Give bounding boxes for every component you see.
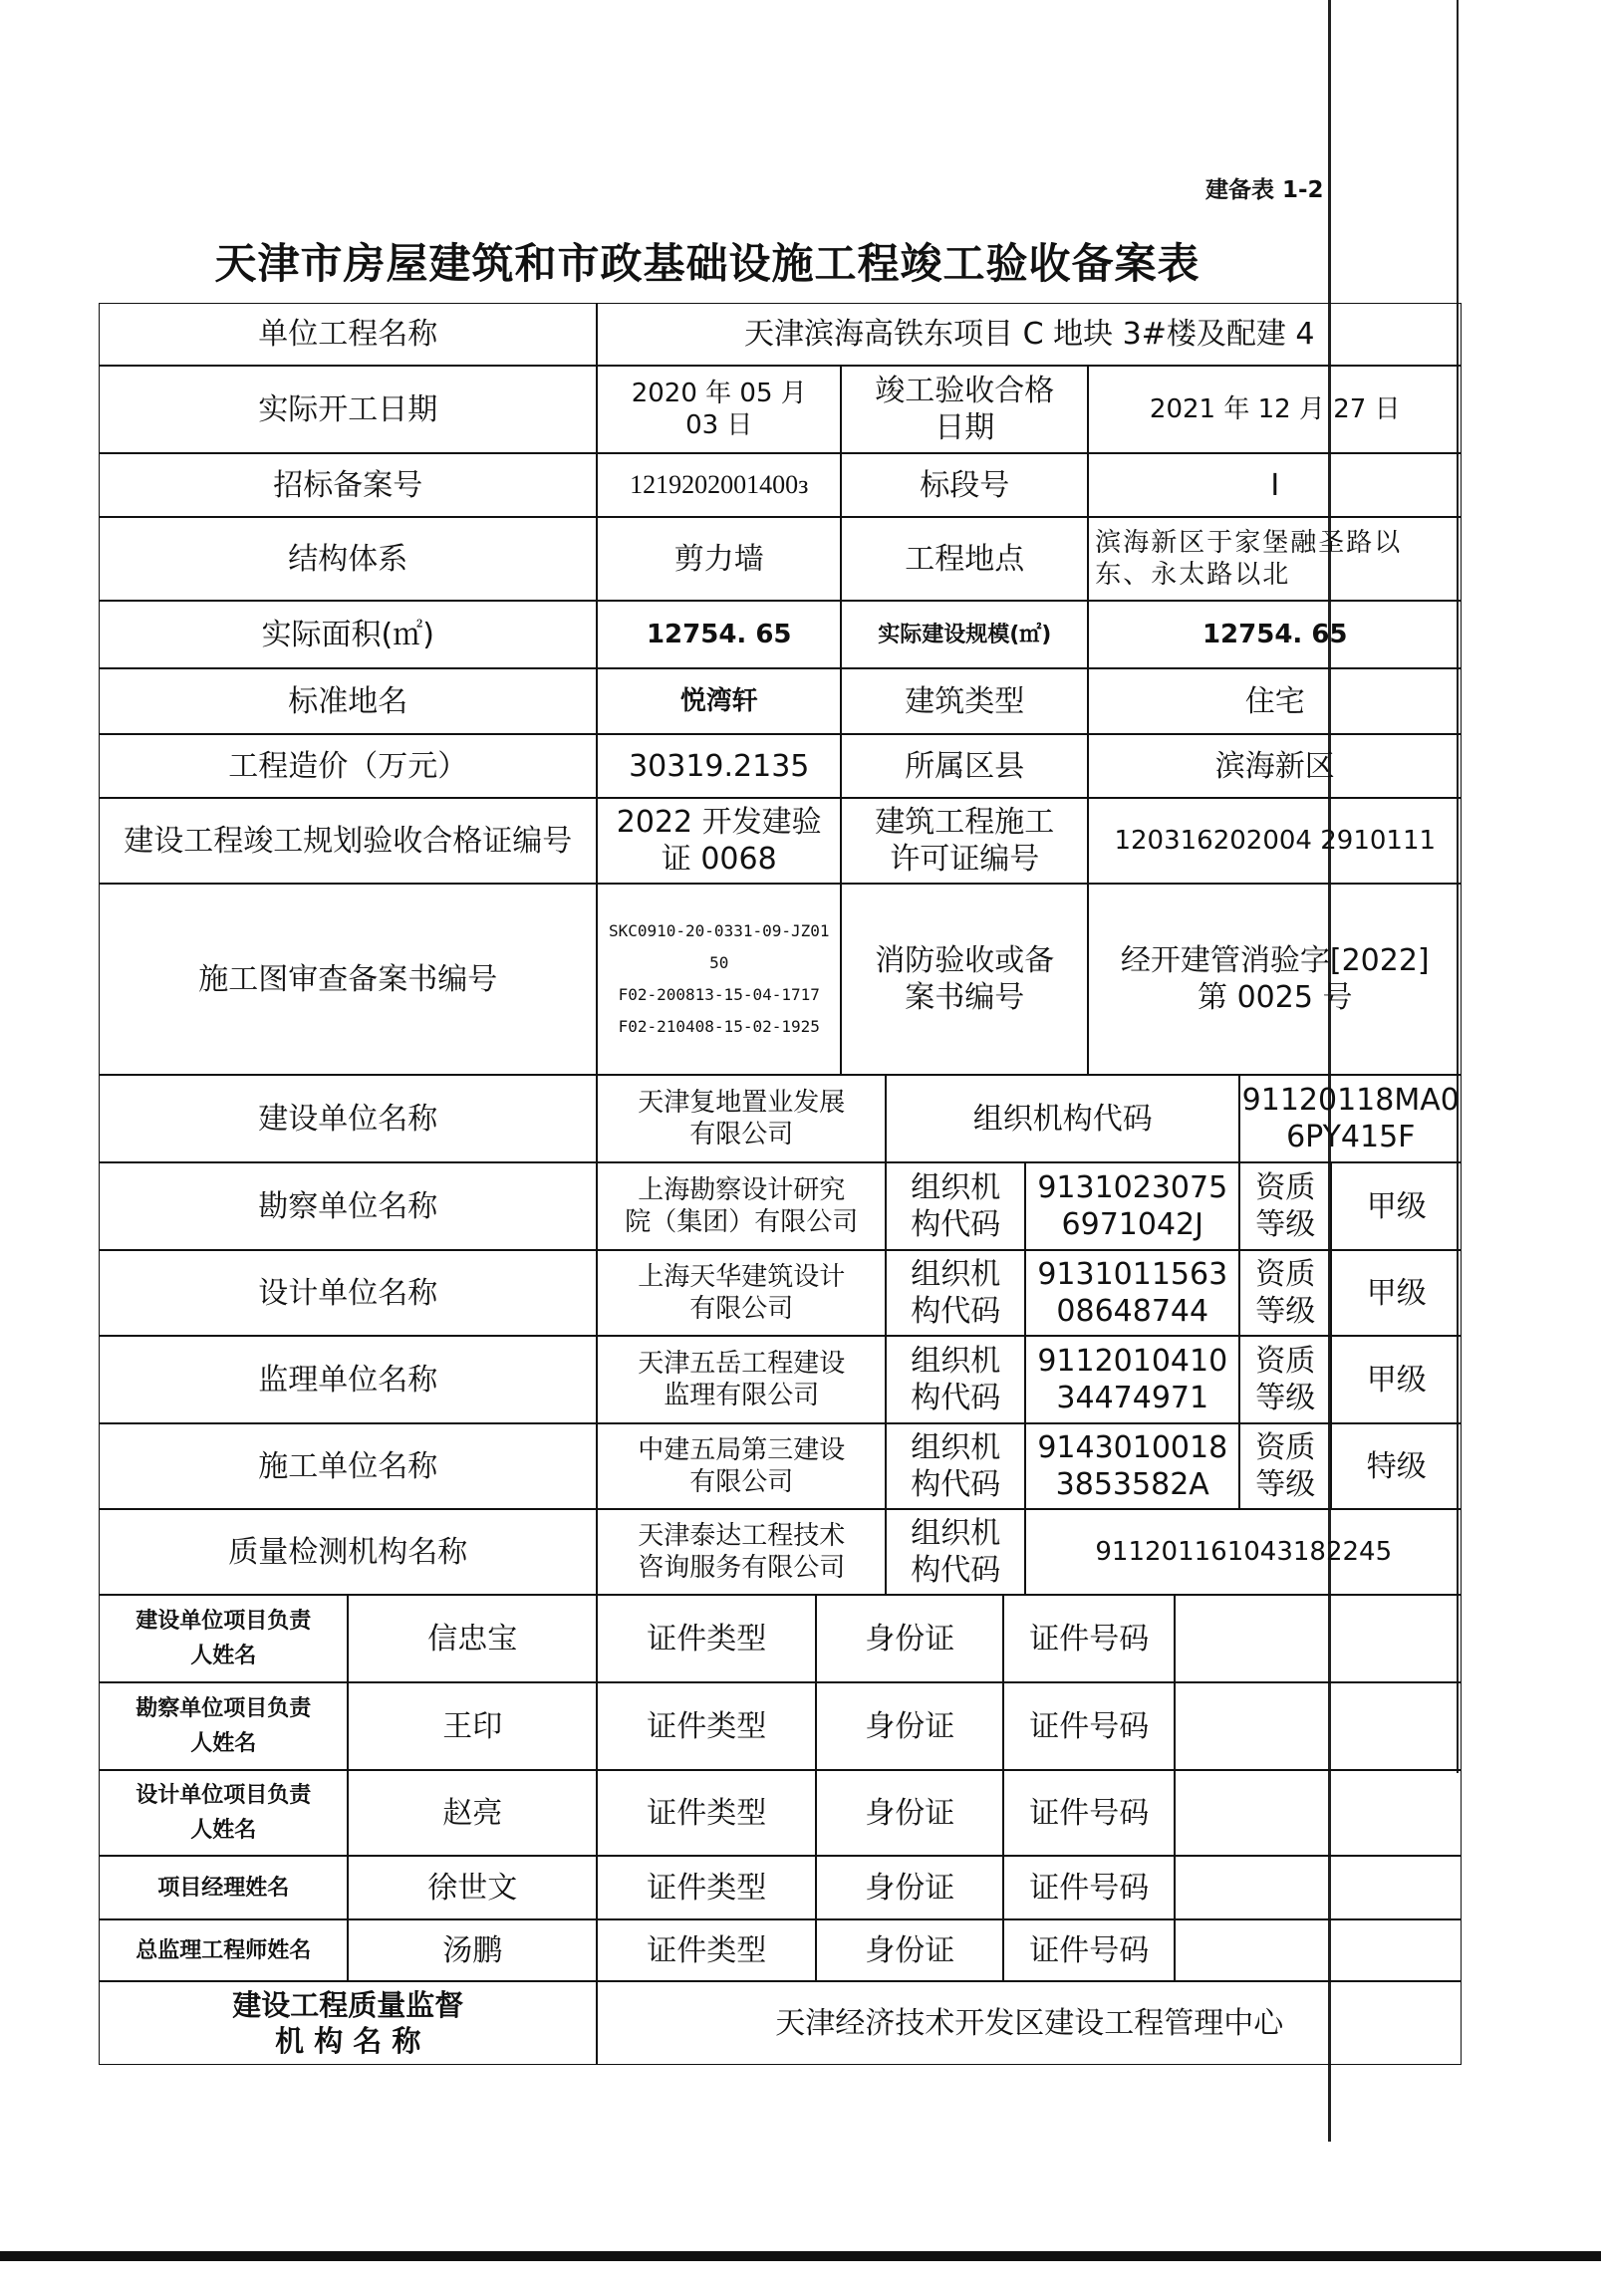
value-construction-permit: 120316202004 2910111 [1088, 798, 1462, 884]
label-supervision-unit: 监理单位名称 [99, 1336, 597, 1423]
value-testing-agency: 天津泰达工程技术 咨询服务有限公司 [597, 1509, 886, 1595]
value-drawing-review [597, 884, 841, 1075]
label-start-date: 实际开工日期 [99, 366, 597, 453]
value-project-manager: 徐世文 [348, 1856, 597, 1919]
value-id-no [1175, 1856, 1462, 1919]
value-supervision-qual: 甲级 [1331, 1336, 1462, 1423]
label-construction-permit: 建筑工程施工 许可证编号 [841, 798, 1088, 884]
value-owner-org-code: 91120118MA0 6PY415F [1239, 1075, 1462, 1162]
value-quality-supervision-agency: 天津经济技术开发区建设工程管理中心 [597, 1981, 1462, 2065]
label-design-pm: 设计单位项目负责 人姓名 [99, 1770, 348, 1856]
label-drawing-review: 施工图审查备案书编号 [99, 884, 597, 1075]
page-title: 天津市房屋建筑和市政基础设施工程竣工验收备案表 [214, 239, 1201, 288]
label-owner-org-code: 组织机构代码 [886, 1075, 1239, 1162]
value-id-type: 身份证 [816, 1919, 1003, 1981]
value-survey-qual: 甲级 [1331, 1162, 1462, 1250]
value-supervision-unit: 天津五岳工程建设 监理有限公司 [597, 1336, 886, 1423]
value-start-date: 2020 年 05 月 03 日 [597, 366, 841, 453]
label-id-no: 证件号码 [1003, 1682, 1175, 1770]
label-district: 所属区县 [841, 734, 1088, 798]
label-project-name: 单位工程名称 [99, 303, 597, 366]
label-project-manager: 项目经理姓名 [99, 1856, 348, 1919]
label-owner-unit: 建设单位名称 [99, 1075, 597, 1162]
label-id-type: 证件类型 [597, 1919, 816, 1981]
label-chief-supervisor: 总监理工程师姓名 [99, 1919, 348, 1981]
value-location: 滨海新区于家堡融圣路以东、永太路以北 [1088, 517, 1462, 601]
value-survey-pm: 王印 [348, 1682, 597, 1770]
value-project-name: 天津滨海高铁东项目 C 地块 3#楼及配建 4 [597, 303, 1462, 366]
value-owner-pm: 信忠宝 [348, 1595, 597, 1682]
value-building-type: 住宅 [1088, 668, 1462, 734]
label-standard-name: 标准地名 [99, 668, 597, 734]
value-structure: 剪力墙 [597, 517, 841, 601]
label-survey-pm: 勘察单位项目负责 人姓名 [99, 1682, 348, 1770]
value-tender-no: 1219202001400з [597, 453, 841, 517]
value-id-type: 身份证 [816, 1770, 1003, 1856]
value-design-qual: 甲级 [1331, 1250, 1462, 1336]
value-section-no: I [1088, 453, 1462, 517]
value-id-no [1175, 1919, 1462, 1981]
label-cost: 工程造价（万元） [99, 734, 597, 798]
label-testing-org-code: 组织机 构代码 [886, 1509, 1025, 1595]
scan-bottom-band [0, 2251, 1601, 2261]
value-acceptance-date: 2021 年 12 月 27 日 [1088, 366, 1462, 453]
label-id-no: 证件号码 [1003, 1919, 1175, 1981]
value-id-type: 身份证 [816, 1682, 1003, 1770]
value-district: 滨海新区 [1088, 734, 1462, 798]
label-id-no: 证件号码 [1003, 1770, 1175, 1856]
value-id-no [1175, 1595, 1462, 1682]
value-standard-name: 悦湾轩 [597, 668, 841, 734]
drawing-review-line: F02-200813-15-04-1717 [618, 985, 820, 1005]
label-id-no: 证件号码 [1003, 1595, 1175, 1682]
label-id-type: 证件类型 [597, 1856, 816, 1919]
value-id-no [1175, 1770, 1462, 1856]
label-survey-org-code: 组织机 构代码 [886, 1162, 1025, 1250]
drawing-review-line: 50 [709, 953, 729, 973]
label-supervision-org-code: 组织机 构代码 [886, 1336, 1025, 1423]
label-construction-qual: 资质 等级 [1239, 1423, 1331, 1509]
drawing-review-line: SKC0910-20-0331-09-JZ01 [608, 921, 830, 941]
label-acceptance-date: 竣工验收合格 日期 [841, 366, 1088, 453]
label-scale: 实际建设规模(㎡) [841, 601, 1088, 668]
value-area: 12754. 65 [597, 601, 841, 668]
value-construction-qual: 特级 [1331, 1423, 1462, 1509]
label-section-no: 标段号 [841, 453, 1088, 517]
value-testing-org-code: 911201161043182245 [1025, 1509, 1462, 1595]
value-owner-unit: 天津复地置业发展 有限公司 [597, 1075, 886, 1162]
label-fire-acceptance: 消防验收或备 案书编号 [841, 884, 1088, 1075]
label-building-type: 建筑类型 [841, 668, 1088, 734]
label-structure: 结构体系 [99, 517, 597, 601]
label-id-type: 证件类型 [597, 1595, 816, 1682]
value-id-type: 身份证 [816, 1856, 1003, 1919]
form-number: 建备表 1-2 [1205, 177, 1324, 203]
value-id-type: 身份证 [816, 1595, 1003, 1682]
label-owner-pm: 建设单位项目负责 人姓名 [99, 1595, 348, 1682]
label-id-no: 证件号码 [1003, 1856, 1175, 1919]
label-area: 实际面积(㎡) [99, 601, 597, 668]
value-construction-unit: 中建五局第三建设 有限公司 [597, 1423, 886, 1509]
label-id-type: 证件类型 [597, 1770, 816, 1856]
label-planning-cert: 建设工程竣工规划验收合格证编号 [99, 798, 597, 884]
label-tender-no: 招标备案号 [99, 453, 597, 517]
label-design-qual: 资质 等级 [1239, 1250, 1331, 1336]
label-construction-org-code: 组织机 构代码 [886, 1423, 1025, 1509]
label-survey-qual: 资质 等级 [1239, 1162, 1331, 1250]
value-design-unit: 上海天华建筑设计 有限公司 [597, 1250, 886, 1336]
label-location: 工程地点 [841, 517, 1088, 601]
label-id-type: 证件类型 [597, 1682, 816, 1770]
label-construction-unit: 施工单位名称 [99, 1423, 597, 1509]
value-survey-org-code: 9131023075 6971042J [1025, 1162, 1239, 1250]
value-supervision-org-code: 9112010410 34474971 [1025, 1336, 1239, 1423]
value-construction-org-code: 9143010018 3853582A [1025, 1423, 1239, 1509]
label-testing-agency: 质量检测机构名称 [99, 1509, 597, 1595]
value-fire-acceptance: 经开建管消验字[2022] 第 0025 号 [1088, 884, 1462, 1075]
label-design-org-code: 组织机 构代码 [886, 1250, 1025, 1336]
value-id-no [1175, 1682, 1462, 1770]
value-design-pm: 赵亮 [348, 1770, 597, 1856]
value-cost: 30319.2135 [597, 734, 841, 798]
value-chief-supervisor: 汤鹏 [348, 1919, 597, 1981]
label-design-unit: 设计单位名称 [99, 1250, 597, 1336]
value-survey-unit: 上海勘察设计研究 院（集团）有限公司 [597, 1162, 886, 1250]
label-supervision-qual: 资质 等级 [1239, 1336, 1331, 1423]
drawing-review-line: F02-210408-15-02-1925 [618, 1017, 820, 1037]
value-planning-cert: 2022 开发建验 证 0068 [597, 798, 841, 884]
value-scale: 12754. 65 [1088, 601, 1462, 668]
value-design-org-code: 9131011563 08648744 [1025, 1250, 1239, 1336]
label-quality-supervision-agency: 建设工程质量监督 机 构 名 称 [99, 1981, 597, 2065]
label-survey-unit: 勘察单位名称 [99, 1162, 597, 1250]
